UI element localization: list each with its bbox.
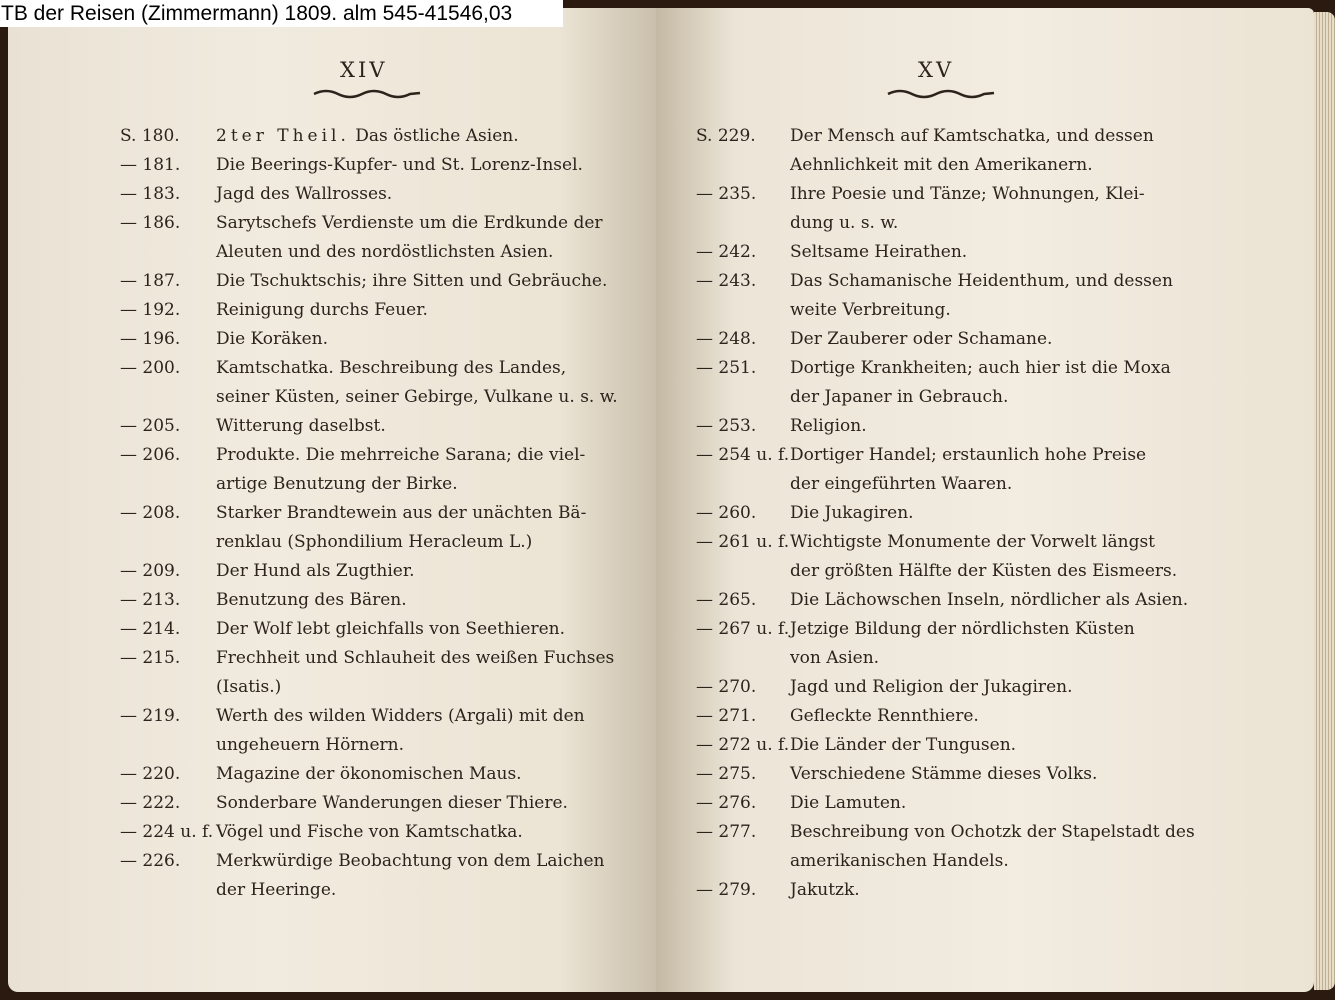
toc-page-ref: — 243.: [696, 271, 757, 291]
toc-entry: [120, 818, 630, 847]
toc-page-ref: — 271.: [696, 706, 757, 726]
toc-entry: [120, 499, 630, 557]
toc-line: Religion.: [790, 416, 867, 436]
toc-entry: [120, 209, 630, 267]
toc-line-continued: der Heeringe.: [216, 880, 337, 900]
toc-page-ref: — 226.: [120, 851, 181, 871]
toc-line: Die Länder der Tungusen.: [790, 735, 1017, 755]
toc-page-ref: — 222.: [120, 793, 181, 813]
toc-line: Gefleckte Rennthiere.: [790, 706, 979, 726]
toc-entry-text: [216, 847, 630, 905]
toc-line: Vögel und Fische von Kamtschatka.: [216, 822, 523, 842]
toc-entry: [696, 702, 1196, 731]
toc-line: Sonderbare Wanderungen dieser Thiere.: [216, 793, 568, 813]
toc-entry-text: [790, 731, 1196, 760]
toc-entry-text: [216, 557, 630, 586]
toc-line: Die Lamuten.: [790, 793, 907, 813]
toc-entry: [696, 325, 1196, 354]
toc-page-ref: — 206.: [120, 445, 181, 465]
toc-entry: [696, 876, 1196, 905]
toc-entry: [696, 673, 1196, 702]
toc-line: Jagd und Religion der Jukagiren.: [790, 677, 1073, 697]
toc-entry-text: [790, 354, 1196, 412]
toc-line: Merkwürdige Beobachtung von dem Laichen: [216, 851, 605, 871]
toc-page-ref: S. 180.: [120, 126, 180, 146]
toc-line: Kamtschatka. Beschreibung des Landes,: [216, 358, 567, 378]
image-caption: TB der Reisen (Zimmermann) 1809. alm 545-41546,03: [0, 0, 563, 27]
toc-line: Das östliche Asien.: [355, 126, 519, 146]
toc-entry: [696, 122, 1196, 180]
toc-entry-text: [790, 702, 1196, 731]
toc-entry-text: [216, 180, 630, 209]
toc-line-continued: der Japaner in Gebrauch.: [790, 387, 1009, 407]
toc-entry-text: [790, 615, 1196, 673]
toc-line: Jakutzk.: [790, 880, 860, 900]
toc-line: Reinigung durchs Feuer.: [216, 300, 428, 320]
toc-entry-text: [216, 818, 630, 847]
toc-page-ref: — 261 u. f.: [696, 532, 790, 552]
toc-entry-text: [216, 615, 630, 644]
toc-entry-text: [216, 586, 630, 615]
toc-page-ref: — 183.: [120, 184, 181, 204]
toc-line: Verschiedene Stämme dieses Volks.: [790, 764, 1098, 784]
toc-page-ref: — 200.: [120, 358, 181, 378]
toc-page-ref: — 270.: [696, 677, 757, 697]
toc-entry: [696, 731, 1196, 760]
toc-line: Wichtigste Monumente der Vorwelt längst: [790, 532, 1156, 552]
toc-line-continued: artige Benutzung der Birke.: [216, 474, 458, 494]
toc-line-continued: der eingeführten Waaren.: [790, 474, 1013, 494]
toc-page-ref: — 209.: [120, 561, 181, 581]
toc-line: Jagd des Wallrosses.: [216, 184, 393, 204]
toc-line: Werth des wilden Widders (Argali) mit den: [216, 706, 585, 726]
toc-entry: [120, 615, 630, 644]
toc-line: Dortige Krankheiten; auch hier ist die Moxa: [790, 358, 1171, 378]
toc-entry-text: [216, 151, 630, 180]
toc-entry: [120, 644, 630, 702]
toc-line-continued: von Asien.: [790, 648, 880, 668]
toc-page-ref: — 265.: [696, 590, 757, 610]
toc-line-continued: Aehnlichkeit mit den Amerikanern.: [790, 155, 1093, 175]
toc-entry: [120, 180, 630, 209]
toc-line: Magazine der ökonomischen Maus.: [216, 764, 522, 784]
toc-line: Sarytschefs Verdienste um die Erdkunde der: [216, 213, 603, 233]
toc-line-continued: der größten Hälfte der Küsten des Eismeers.: [790, 561, 1178, 581]
toc-line: Der Zauberer oder Schamane.: [790, 329, 1053, 349]
toc-entry: [120, 702, 630, 760]
toc-entry: [120, 847, 630, 905]
toc-entry-text: [790, 818, 1196, 876]
toc-entry: [120, 586, 630, 615]
toc-line: Die Lächowschen Inseln, nördlicher als Asien.: [790, 590, 1189, 610]
toc-line-continued: ungeheuern Hörnern.: [216, 735, 405, 755]
toc-entry: [120, 789, 630, 818]
toc-line: Der Wolf lebt gleichfalls von Seethieren.: [216, 619, 566, 639]
toc-page-ref: — 254 u. f.: [696, 445, 790, 465]
toc-entry: [696, 760, 1196, 789]
toc-page-ref: — 196.: [120, 329, 181, 349]
toc-entry-text: [216, 354, 630, 412]
toc-entry-text: [216, 644, 630, 702]
toc-line: Die Jukagiren.: [790, 503, 914, 523]
toc-entry: [120, 151, 630, 180]
toc-entry: [696, 354, 1196, 412]
toc-page-ref: — 277.: [696, 822, 757, 842]
toc-entry-text: [216, 702, 630, 760]
toc-entry-text: [790, 180, 1196, 238]
toc-entry-text: [216, 789, 630, 818]
toc-line: Das Schamanische Heidenthum, und dessen: [790, 271, 1173, 291]
toc-page-ref: — 272 u. f.: [696, 735, 790, 755]
toc-line: Jetzige Bildung der nördlichsten Küsten: [790, 619, 1135, 639]
toc-entry: [120, 557, 630, 586]
toc-page-ref: — 224 u. f.: [120, 822, 214, 842]
toc-entry-text: [216, 441, 630, 499]
toc-page-ref: S. 229.: [696, 126, 756, 146]
toc-page-ref: — 215.: [120, 648, 181, 668]
toc-page-ref: — 251.: [696, 358, 757, 378]
toc-line: Der Mensch auf Kamtschatka, und dessen: [790, 126, 1154, 146]
toc-entry-text: [216, 760, 630, 789]
toc-entry-text: [790, 412, 1196, 441]
toc-line-continued: seiner Küsten, seiner Gebirge, Vulkane u. s. w.: [216, 387, 618, 407]
toc-entry: [696, 528, 1196, 586]
toc-page-ref: — 248.: [696, 329, 757, 349]
toc-entry-text: [216, 325, 630, 354]
toc-entry: [120, 122, 630, 151]
toc-entry-text: [790, 528, 1196, 586]
toc-entry-text: [790, 499, 1196, 528]
toc-entry-text: [790, 673, 1196, 702]
toc-entry-text: [790, 238, 1196, 267]
toc-page-ref: — 181.: [120, 155, 181, 175]
toc-entry-text: [790, 122, 1196, 180]
toc-entry: [120, 441, 630, 499]
toc-line-continued: weite Verbreitung.: [790, 300, 951, 320]
toc-line-continued: renklau (Sphondilium Heracleum L.): [216, 532, 533, 552]
left-page: [8, 8, 656, 992]
toc-entry: [120, 412, 630, 441]
toc-entry-text: [216, 209, 630, 267]
toc-line: Produkte. Die mehrreiche Sarana; die viel-: [216, 445, 586, 465]
toc-page-ref: — 260.: [696, 503, 757, 523]
toc-page-ref: — 275.: [696, 764, 757, 784]
toc-line-continued: Aleuten und des nordöstlichsten Asien.: [216, 242, 554, 262]
table-of-contents-left: [120, 122, 630, 905]
toc-line: Seltsame Heirathen.: [790, 242, 968, 262]
toc-line-continued: dung u. s. w.: [790, 213, 899, 233]
toc-entry-text: [216, 296, 630, 325]
toc-entry: [120, 296, 630, 325]
ornament-rule-icon: [886, 86, 996, 100]
toc-entry-text: [790, 760, 1196, 789]
toc-page-ref: — 187.: [120, 271, 181, 291]
toc-entry: [120, 267, 630, 296]
toc-entry: [120, 760, 630, 789]
toc-entry: [696, 441, 1196, 499]
toc-entry: [696, 789, 1196, 818]
toc-entry: [696, 615, 1196, 673]
book-page-edges: [1314, 12, 1335, 990]
ornament-rule-icon: [312, 86, 422, 100]
toc-page-ref: — 267 u. f.: [696, 619, 790, 639]
toc-entry: [696, 238, 1196, 267]
toc-page-ref: — 220.: [120, 764, 181, 784]
toc-page-ref: — 192.: [120, 300, 181, 320]
toc-page-ref: — 242.: [696, 242, 757, 262]
toc-line: Der Hund als Zugthier.: [216, 561, 415, 581]
toc-line-continued: (Isatis.): [216, 677, 282, 697]
toc-page-ref: — 235.: [696, 184, 757, 204]
toc-entry: [696, 267, 1196, 325]
toc-page-ref: — 253.: [696, 416, 757, 436]
page-number-right: XV: [918, 58, 955, 82]
part-heading: 2ter Theil.: [216, 126, 350, 146]
right-page: [656, 8, 1314, 992]
toc-page-ref: — 208.: [120, 503, 181, 523]
toc-entry-text: [790, 441, 1196, 499]
toc-line: Die Koräken.: [216, 329, 328, 349]
toc-page-ref: — 205.: [120, 416, 181, 436]
toc-page-ref: — 219.: [120, 706, 181, 726]
toc-entry-text: [790, 267, 1196, 325]
toc-line-continued: amerikanischen Handels.: [790, 851, 1009, 871]
table-of-contents-right: [696, 122, 1196, 905]
toc-line: Beschreibung von Ochotzk der Stapelstadt des: [790, 822, 1195, 842]
toc-entry: [696, 586, 1196, 615]
toc-page-ref: — 214.: [120, 619, 181, 639]
toc-line: Benutzung des Bären.: [216, 590, 407, 610]
page-number-left: XIV: [340, 58, 388, 82]
toc-entry: [696, 412, 1196, 441]
toc-page-ref: — 186.: [120, 213, 181, 233]
toc-line: Starker Brandtewein aus der unächten Bä-: [216, 503, 587, 523]
toc-entry-text: [790, 325, 1196, 354]
toc-entry-text: [216, 412, 630, 441]
toc-line: Die Beerings-Kupfer- und St. Lorenz-Insel.: [216, 155, 583, 175]
toc-entry-text: [216, 122, 630, 151]
toc-page-ref: — 276.: [696, 793, 757, 813]
toc-line: Witterung daselbst.: [216, 416, 386, 436]
toc-line: Dortiger Handel; erstaunlich hohe Preise: [790, 445, 1147, 465]
toc-entry: [120, 354, 630, 412]
toc-line: Die Tschuktschis; ihre Sitten und Gebräuche.: [216, 271, 608, 291]
toc-entry: [696, 180, 1196, 238]
toc-line: Ihre Poesie und Tänze; Wohnungen, Klei-: [790, 184, 1145, 204]
toc-entry-text: [216, 267, 630, 296]
toc-entry: [696, 818, 1196, 876]
toc-page-ref: — 213.: [120, 590, 181, 610]
toc-entry-text: [216, 499, 630, 557]
toc-entry: [696, 499, 1196, 528]
toc-entry-text: [790, 586, 1196, 615]
toc-entry: [120, 325, 630, 354]
toc-entry-text: [790, 789, 1196, 818]
toc-line: Frechheit und Schlauheit des weißen Fuchses: [216, 648, 615, 668]
toc-page-ref: — 279.: [696, 880, 757, 900]
toc-entry-text: [790, 876, 1196, 905]
